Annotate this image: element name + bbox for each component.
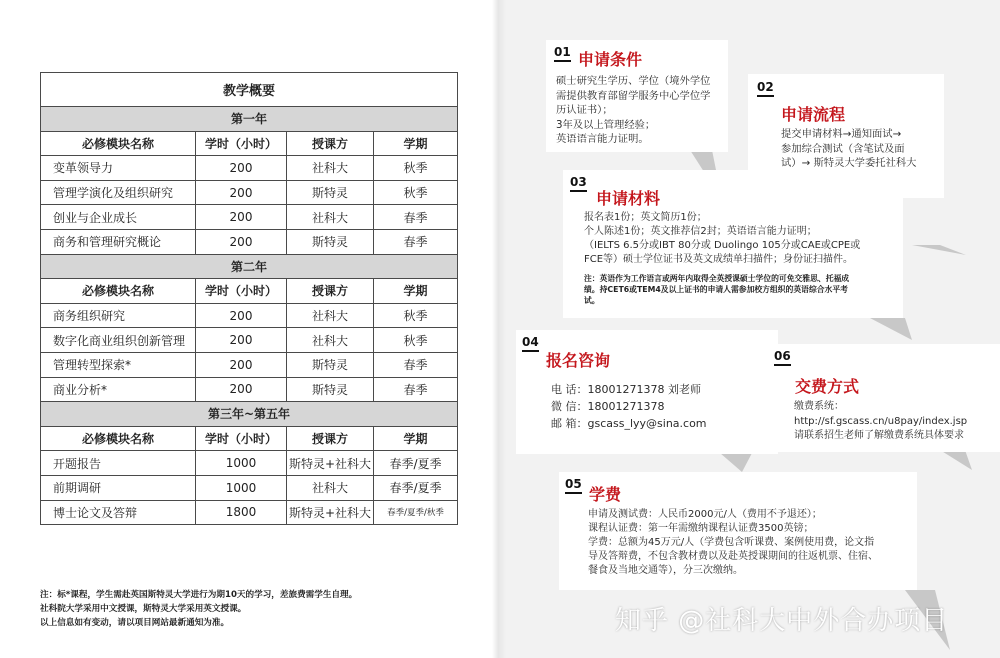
module-name: 管理学演化及组织研究: [41, 180, 196, 205]
section-title: 学费: [589, 485, 622, 504]
section-number: 06: [774, 350, 791, 366]
body-line: 申请及测试费：人民币2000元/人（费用不予退还）；: [588, 509, 822, 520]
body-line: 提交申请材料→通知面试→: [781, 128, 902, 140]
module-term: 春季: [374, 229, 458, 254]
module-hours: 200: [196, 352, 287, 377]
body-line: 试）→ 斯特灵大学委托社科大: [781, 157, 917, 169]
module-name: 管理转型探索*: [41, 352, 196, 377]
body-line: 历认证书）；: [556, 104, 613, 116]
body-line: 请联系招生老师了解缴费系统具体要求: [794, 430, 964, 441]
module-teacher: 社科大: [287, 156, 374, 181]
body-line: 电 话：18001271378 刘老师: [551, 383, 701, 396]
module-hours: 200: [196, 377, 287, 402]
col-header-module: 必修模块名称: [41, 131, 196, 156]
module-hours: 200: [196, 156, 287, 181]
body-line: http://sf.gscass.cn/u8pay/index.jsp: [794, 415, 968, 427]
body-line: （IELTS 6.5分或IBT 80分或 Duolingo 105分或CAE或CPE或: [584, 240, 861, 251]
tail-04: [720, 453, 752, 472]
note-line: 以上信息如有变动，请以项目网站最新通知为准。: [40, 618, 230, 628]
module-teacher: 社科大: [287, 303, 374, 328]
note-line: 注：标*课程，学生需赴英国斯特灵大学进行为期10天的学习，差旅费需学生自理。: [40, 590, 358, 600]
module-name: 开题报告: [41, 451, 196, 476]
section-body: [556, 74, 710, 147]
module-teacher: 斯特灵+社科大: [287, 500, 374, 525]
section-number: 03: [570, 176, 587, 192]
module-term: 春季/夏季/秋季: [374, 500, 458, 525]
note-line: 注：英语作为工作语言或两年内取得全英授课硕士学位的可免交雅思、托福成: [584, 274, 850, 283]
module-teacher: 斯特灵+社科大: [287, 451, 374, 476]
col-header-hours: 学时（小时）: [196, 279, 287, 304]
tail-06: [940, 450, 972, 470]
module-term: 秋季: [374, 180, 458, 205]
module-hours: 1000: [196, 475, 287, 500]
body-line: 需提供教育部留学服务中心学位学: [556, 89, 711, 102]
module-name: 变革领导力: [41, 156, 196, 181]
module-teacher: 斯特灵: [287, 352, 374, 377]
module-teacher: 社科大: [287, 205, 374, 230]
module-hours: 200: [196, 328, 287, 353]
year-label: 第一年: [41, 107, 458, 132]
body-line: 微 信：18001271378: [551, 400, 665, 413]
module-hours: 200: [196, 229, 287, 254]
module-term: 春季/夏季: [374, 451, 458, 476]
module-teacher: 社科大: [287, 475, 374, 500]
module-name: 商务和管理研究概论: [41, 229, 196, 254]
col-header-hours: 学时（小时）: [196, 131, 287, 156]
module-teacher: 社科大: [287, 328, 374, 353]
module-term: 春季: [374, 205, 458, 230]
body-line: 导及答辩费，不包含教材费以及赴英授课期间的往返机票、住宿、: [588, 551, 878, 562]
module-teacher: 斯特灵: [287, 180, 374, 205]
col-header-module: 必修模块名称: [41, 426, 196, 451]
col-header-term: 学期: [374, 131, 458, 156]
module-hours: 200: [196, 205, 287, 230]
section-number: 02: [757, 81, 774, 97]
note-line: 绩。持CET6或TEM4及以上证书的申请人需参加校方组织的英语综合水平考: [584, 285, 848, 294]
module-name: 前期调研: [41, 475, 196, 500]
section-title: 申请流程: [781, 105, 846, 124]
body-line: 学费：总额为45万元/人（学费包含听课费、案例使用费，论文指: [588, 537, 875, 548]
col-header-teacher: 授课方: [287, 426, 374, 451]
body-line: 英语语言能力证明。: [556, 133, 649, 145]
body-line: 餐食及当地交通等），分三次缴纳。: [588, 565, 743, 576]
module-term: 春季/夏季: [374, 475, 458, 500]
module-hours: 200: [196, 303, 287, 328]
section-body: [584, 211, 860, 267]
module-hours: 1000: [196, 451, 287, 476]
body-line: 参加综合测试（含笔试及面: [781, 142, 905, 155]
col-header-teacher: 授课方: [287, 279, 374, 304]
tail-02: [912, 245, 966, 255]
tail-03: [870, 318, 912, 340]
col-header-teacher: 授课方: [287, 131, 374, 156]
col-header-term: 学期: [374, 279, 458, 304]
body-line: 缴费系统：: [794, 401, 844, 412]
module-teacher: 斯特灵: [287, 229, 374, 254]
body-line: 邮 箱：gscass_lyy@sina.com: [551, 417, 707, 430]
note-line: 社科院大学采用中文授课，斯特灵大学采用英文授课。: [40, 604, 247, 614]
section-note: [584, 273, 849, 306]
watermark: 知乎 @社科大中外合办项目: [615, 606, 949, 636]
module-name: 数字化商业组织创新管理: [41, 328, 196, 353]
col-header-hours: 学时（小时）: [196, 426, 287, 451]
module-name: 商业分析*: [41, 377, 196, 402]
body-line: FCE等）硕士学位证书及英文成绩单扫描件；身份证扫描件。: [584, 254, 854, 265]
body-line: 报名表1份；英文简历1份；: [584, 212, 707, 223]
col-header-term: 学期: [374, 426, 458, 451]
note-line: 试。: [584, 296, 600, 305]
section-title: 交费方式: [795, 377, 860, 396]
section-number: 01: [554, 46, 571, 62]
section-number: 05: [565, 478, 582, 494]
year-label: 第三年~第五年: [41, 402, 458, 427]
module-hours: 1800: [196, 500, 287, 525]
section-number: 04: [522, 336, 539, 352]
module-term: 春季: [374, 352, 458, 377]
module-name: 创业与企业成长: [41, 205, 196, 230]
section-body: [588, 508, 878, 578]
table-title: 教学概要: [41, 73, 458, 107]
body-line: 个人陈述1份；英文推荐信2封；英语语言能力证明；: [584, 226, 817, 237]
module-term: 秋季: [374, 328, 458, 353]
module-name: 博士论文及答辩: [41, 500, 196, 525]
section-title: 申请材料: [596, 189, 661, 208]
year-label: 第二年: [41, 254, 458, 279]
module-term: 秋季: [374, 303, 458, 328]
body-line: 课程认证费：第一年需缴纳课程认证费3500英镑；: [588, 523, 814, 534]
module-hours: 200: [196, 180, 287, 205]
module-name: 商务组织研究: [41, 303, 196, 328]
body-line: 硕士研究生学历、学位（境外学位: [556, 75, 711, 87]
section-title: 申请条件: [578, 50, 643, 69]
module-term: 春季: [374, 377, 458, 402]
body-line: 3年及以上管理经验；: [556, 118, 656, 131]
module-teacher: 斯特灵: [287, 377, 374, 402]
section-body: [794, 400, 967, 444]
section-title: 报名咨询: [546, 351, 611, 370]
col-header-module: 必修模块名称: [41, 279, 196, 304]
section-body: [551, 381, 707, 432]
module-term: 秋季: [374, 156, 458, 181]
